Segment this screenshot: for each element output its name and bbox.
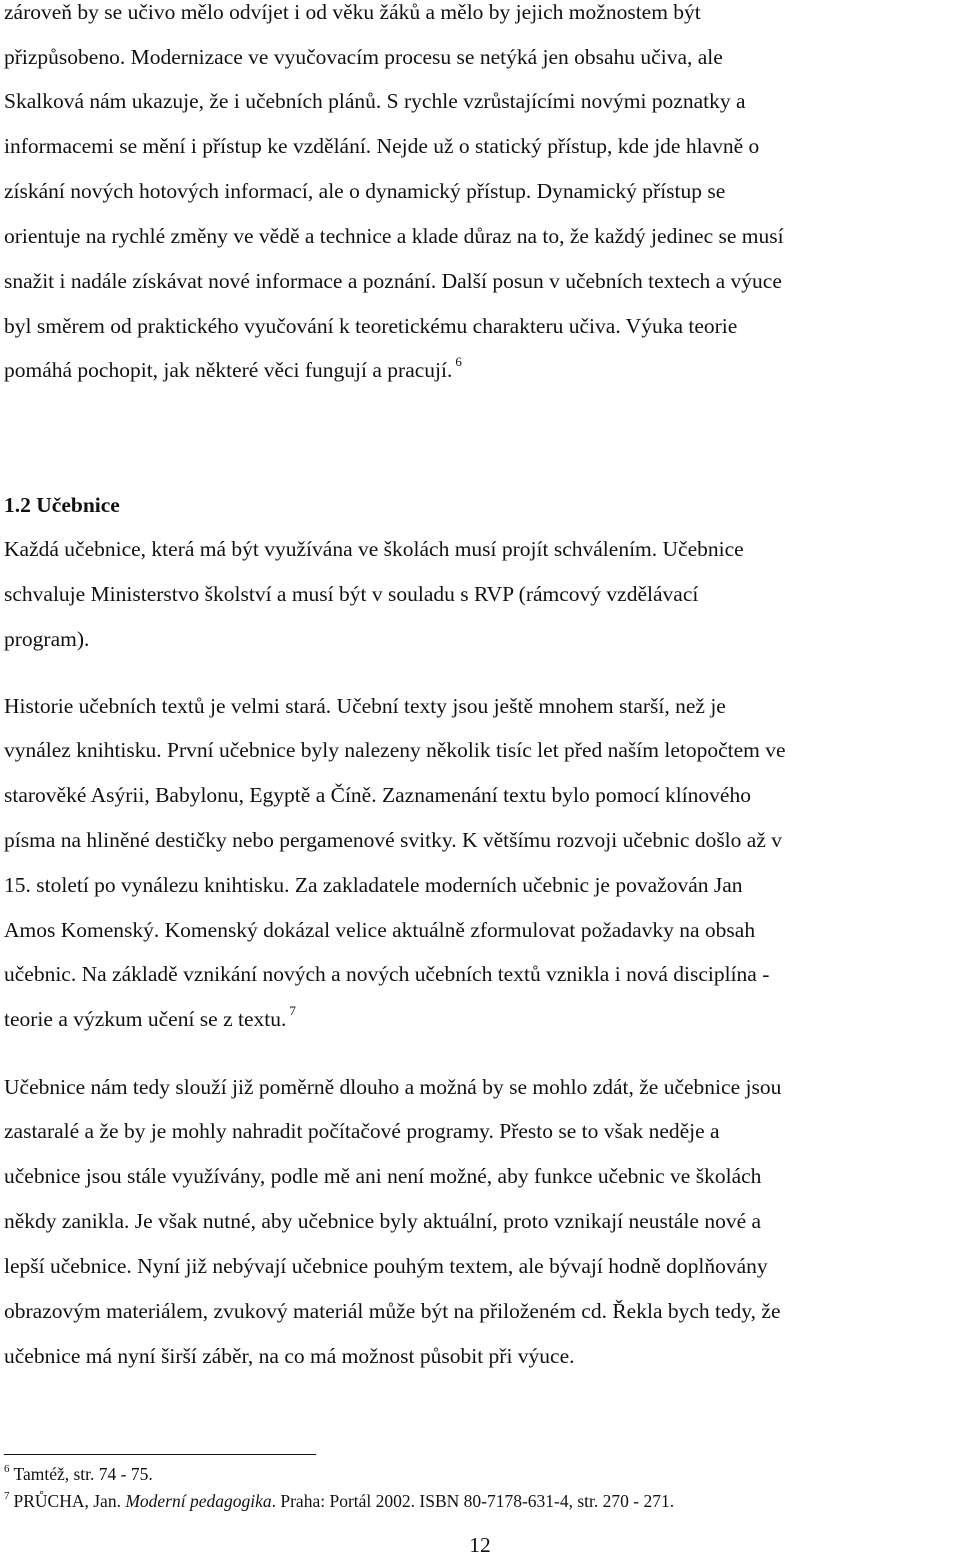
footnote-separator [4, 1454, 316, 1455]
text-line: byl směrem od praktického vyučování k teoretickému charakteru učiva. Výuka teorie [4, 314, 738, 338]
text-line: orientuje na rychlé změny ve vědě a technice a klade důraz na to, že každý jedinec se musí [4, 224, 784, 248]
footnote-text: Tamtéž, str. 74 - 75. [13, 1464, 153, 1484]
footnote-number: 6 [4, 1463, 10, 1475]
footnote-reference[interactable]: 7 [289, 1003, 296, 1018]
footnote-reference[interactable]: 6 [455, 354, 462, 369]
text-line: učebnice má nyní širší záběr, na co má možnost působit při výuce. [4, 1344, 575, 1368]
text-line: starověké Asýrii, Babylonu, Egyptě a Číně. Zaznamenání textu bylo pomocí klínového [4, 783, 751, 807]
text-line: Skalková nám ukazuje, že i učebních plánů. S rychle vzrůstajícími novými poznatky a [4, 89, 746, 113]
text-line: schvaluje Ministerstvo školství a musí být v souladu s RVP (rámcový vzdělávací [4, 582, 699, 606]
section-heading: 1.2 Učebnice [4, 493, 120, 517]
text-line: program). [4, 627, 90, 651]
text-line: Historie učebních textů je velmi stará. Učební texty jsou ještě mnohem starší, než je [4, 694, 726, 718]
text-line: vynález knihtisku. První učebnice byly nalezeny několik tisíc let před naším letopočtem ve [4, 738, 786, 762]
text-line: někdy zanikla. Je však nutné, aby učebnice byly aktuální, proto vznikají neustále nové a [4, 1209, 762, 1233]
page-number: 12 [469, 1533, 491, 1557]
text-line: obrazovým materiálem, zvukový materiál může být na přiloženém cd. Řekla bych tedy, že [4, 1299, 781, 1323]
text-line: informacemi se mění i přístup ke vzdělání. Nejde už o statický přístup, kde jde hlavně o [4, 134, 760, 158]
text-line: získání nových hotových informací, ale o dynamický přístup. Dynamický přístup se [4, 179, 726, 203]
text-line: zastaralé a že by je mohly nahradit počítačové programy. Přesto se to však neděje a [4, 1119, 720, 1143]
text-line: Amos Komenský. Komenský dokázal velice aktuálně zformulovat požadavky na obsah [4, 918, 756, 942]
text-line [4, 355, 956, 385]
text-line: 15. století po vynálezu knihtisku. Za zakladatele moderních učebnic je považován Jan [4, 873, 743, 897]
footnote-number: 7 [4, 1490, 10, 1502]
footnote-book-title: Moderní pedagogika [125, 1491, 272, 1511]
footnote [4, 1463, 153, 1485]
text-line: lepší učebnice. Nyní již nebývají učebnice pouhým textem, ale bývají hodně doplňovány [4, 1254, 768, 1278]
text-line: písma na hliněné destičky nebo pergamenové svitky. K většímu rozvoji učebnic došlo až v [4, 828, 782, 852]
text-line: Učebnice nám tedy slouží již poměrně dlouho a možná by se mohlo zdát, že učebnice jsou [4, 1075, 782, 1099]
text-line: Každá učebnice, která má být využívána ve školách musí projít schválením. Učebnice [4, 537, 744, 561]
text-line [4, 1004, 956, 1034]
text-line: přizpůsobeno. Modernizace ve vyučovacím procesu se netýká jen obsahu učiva, ale [4, 45, 723, 69]
footnote-text: . Praha: Portál 2002. ISBN 80-7178-631-4, str. 270 - 271. [271, 1491, 675, 1511]
text-line: učebnic. Na základě vznikání nových a nových učebních textů vznikla i nová disciplína - [4, 962, 770, 986]
text-line-content: pomáhá pochopit, jak některé věci fungují a pracují. [4, 358, 453, 382]
footnote-text: PRŮCHA, Jan. [13, 1491, 126, 1511]
text-line: zároveň by se učivo mělo odvíjet i od věku žáků a mělo by jejich možnostem být [4, 0, 701, 24]
text-line: snažit i nadále získávat nové informace a poznání. Další posun v učebních textech a výuce [4, 269, 782, 293]
footnote [4, 1490, 674, 1512]
text-line-content: teorie a výzkum učení se z textu. [4, 1007, 287, 1031]
text-line: učebnice jsou stále využívány, podle mě ani není možné, aby funkce učebnic ve školách [4, 1164, 762, 1188]
